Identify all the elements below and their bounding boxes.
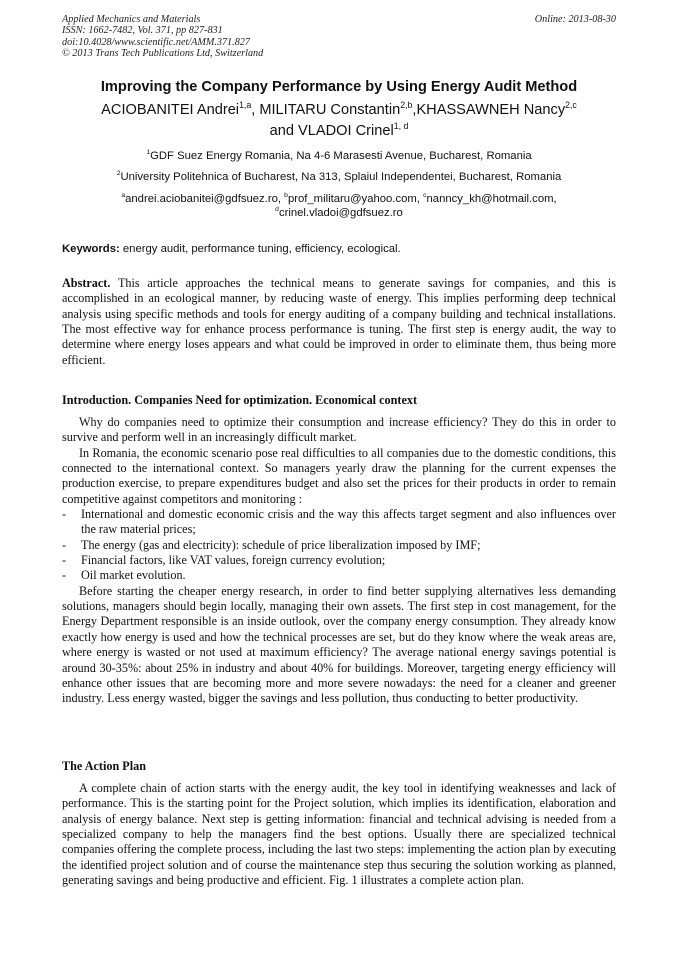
journal-name: Applied Mechanics and Materials xyxy=(62,14,201,25)
paragraph: A complete chain of action starts with the energy audit, the key tool in identifying weaknesses and lack of performance. This is the starting point for the Project solution, which implies its identification, elaboration and analysis of energy balance. Next step is getting information: financial and technical advising is needed from a specialized company to help the managers find the best options. Usually there are specialized technical companies offering the complete process, including the last two steps: implementing the action plan by executing the identified project solution and of course the maintenance step thus securing the solution working as planned, generating savings and being productive and efficient. Fig. 1 illustrates a complete action plan. xyxy=(62,781,616,888)
email-link[interactable]: nanncy_kh@hotmail.com xyxy=(426,193,554,205)
author-list: ACIOBANITEI Andrei$^{1,a}$, MILITARU Constantin$^{2,b}$,KHASSAWNEH Nancy$^{2,c}$ and VLADOI Crinel$^{1, d}$ xyxy=(101,100,577,139)
issn-line: ISSN: 1662-7482, Vol. 371, pp 827-831 xyxy=(62,25,223,37)
section-heading-action-plan: The Action Plan xyxy=(62,759,146,773)
author-name: MILITARU Constantin xyxy=(259,102,401,118)
email-link[interactable]: crinel.vladoi@gdfsuez.ro xyxy=(278,207,403,219)
keywords-text: energy audit, performance tuning, efficiency, ecological. xyxy=(119,243,401,255)
section-heading-introduction: Introduction. Companies Need for optimization. Economical context xyxy=(62,393,418,407)
list-item: - Financial factors, like VAT values, foreign currency evolution; xyxy=(62,553,386,568)
paragraph: Why do companies need to optimize their consumption and increase efficiency? They do this in order to survive and perform well in an increasingly difficult market. xyxy=(62,415,616,445)
email-link[interactable]: andrei.aciobanitei@gdfsuez.ro xyxy=(125,193,278,205)
affiliation-1: $^1$GDF Suez Energy Romania, Na 4-6 Marasesti Avenue, Bucharest, Romania xyxy=(146,149,532,162)
doi-line[interactable]: doi:10.4028/www.scientific.net/AMM.371.827 xyxy=(62,36,250,48)
paragraph: Before starting the cheaper energy research, in order to find better supplying alternatives less demanding solutions, managers should begin locally, managing their own assets. The first step in cost management, for the Energy Department responsible is an inside outlook, over the company energy consumption. They already know exactly how energy is used and how the technical processes are set, but do they know where the weak areas are, where energy is wasted or not used at maximum efficiency? The average national energy savings potential is around 30-35%: about 25% in industry and about 40% for buildings. Moreover, targeting energy efficiency will enhance other issues that are becoming more and more severe nowadays: the need for a cleaner and greener industry. Less energy wasted, bigger the savings and less pollution, thus conducting to better productivity. xyxy=(62,583,616,706)
journal-header xyxy=(62,14,616,60)
author-emails: $^a$andrei.aciobanitei@gdfsuez.ro, $^b$prof_militaru@yahoo.com, $^c$nanncy_kh@hotmail.com, $^d$crinel.vladoi@gdfsuez.ro xyxy=(121,192,557,219)
author-superscript: 2,c xyxy=(565,100,577,111)
bullet-list xyxy=(62,507,616,584)
email-link[interactable]: prof_militaru@yahoo.com xyxy=(287,193,417,205)
affiliation-2: $^2$University Politehnica of Bucharest, Na 313, Splaiul Independentei, Bucharest, Romania xyxy=(116,170,562,183)
copyright-line: © 2013 Trans Tech Publications Ltd, Switzerland xyxy=(62,48,264,60)
author-superscript: 2,b xyxy=(400,100,413,111)
author-name: KHASSAWNEH Nancy xyxy=(416,102,566,118)
author-name: VLADOI Crinel xyxy=(298,123,394,139)
online-date: Online: 2013-08-30 xyxy=(534,14,616,25)
abstract-text: This article approaches the technical means to generate savings for companies, and this is accomplished in an ecological manner, by reducing waste of energy. This implies performing deep technical analysis using specific methods and tools for energy auditing of a company building and technical installations. The most effective way for enhance process performance is tuning. The first step is energy audit, the way to determine where energy loses appears and what could be improved in order to eliminate them, thus being more efficient. xyxy=(62,276,616,367)
paper-title: Improving the Company Performance by Using Energy Audit Method xyxy=(100,79,578,95)
abstract xyxy=(62,276,616,368)
keywords-label: Keywords: xyxy=(62,243,120,255)
list-item: - Oil market evolution. xyxy=(62,568,186,583)
list-item: - The energy (gas and electricity): schedule of price liberalization imposed by IMF; xyxy=(62,537,481,552)
introduction-body xyxy=(62,415,616,707)
author-superscript: 1,a xyxy=(239,100,252,111)
paragraph: In Romania, the economic scenario pose real difficulties to all companies due to the domestic conditions, this connected to the international context. So managers yearly draw the planning for the current expenses the production exercise, to prepare expenditures budget and also set the prices for their products in order to remain competitive against competitors and monitoring : xyxy=(62,445,616,506)
abstract-label: Abstract. xyxy=(62,276,111,290)
author-superscript: 1, d xyxy=(393,121,409,132)
list-item: - International and domestic economic crisis and the way this affects target segment and also influences over the raw material prices; xyxy=(62,507,616,537)
action-plan-body xyxy=(62,781,616,888)
keywords xyxy=(62,242,616,256)
author-name: ACIOBANITEI Andrei xyxy=(101,102,240,118)
